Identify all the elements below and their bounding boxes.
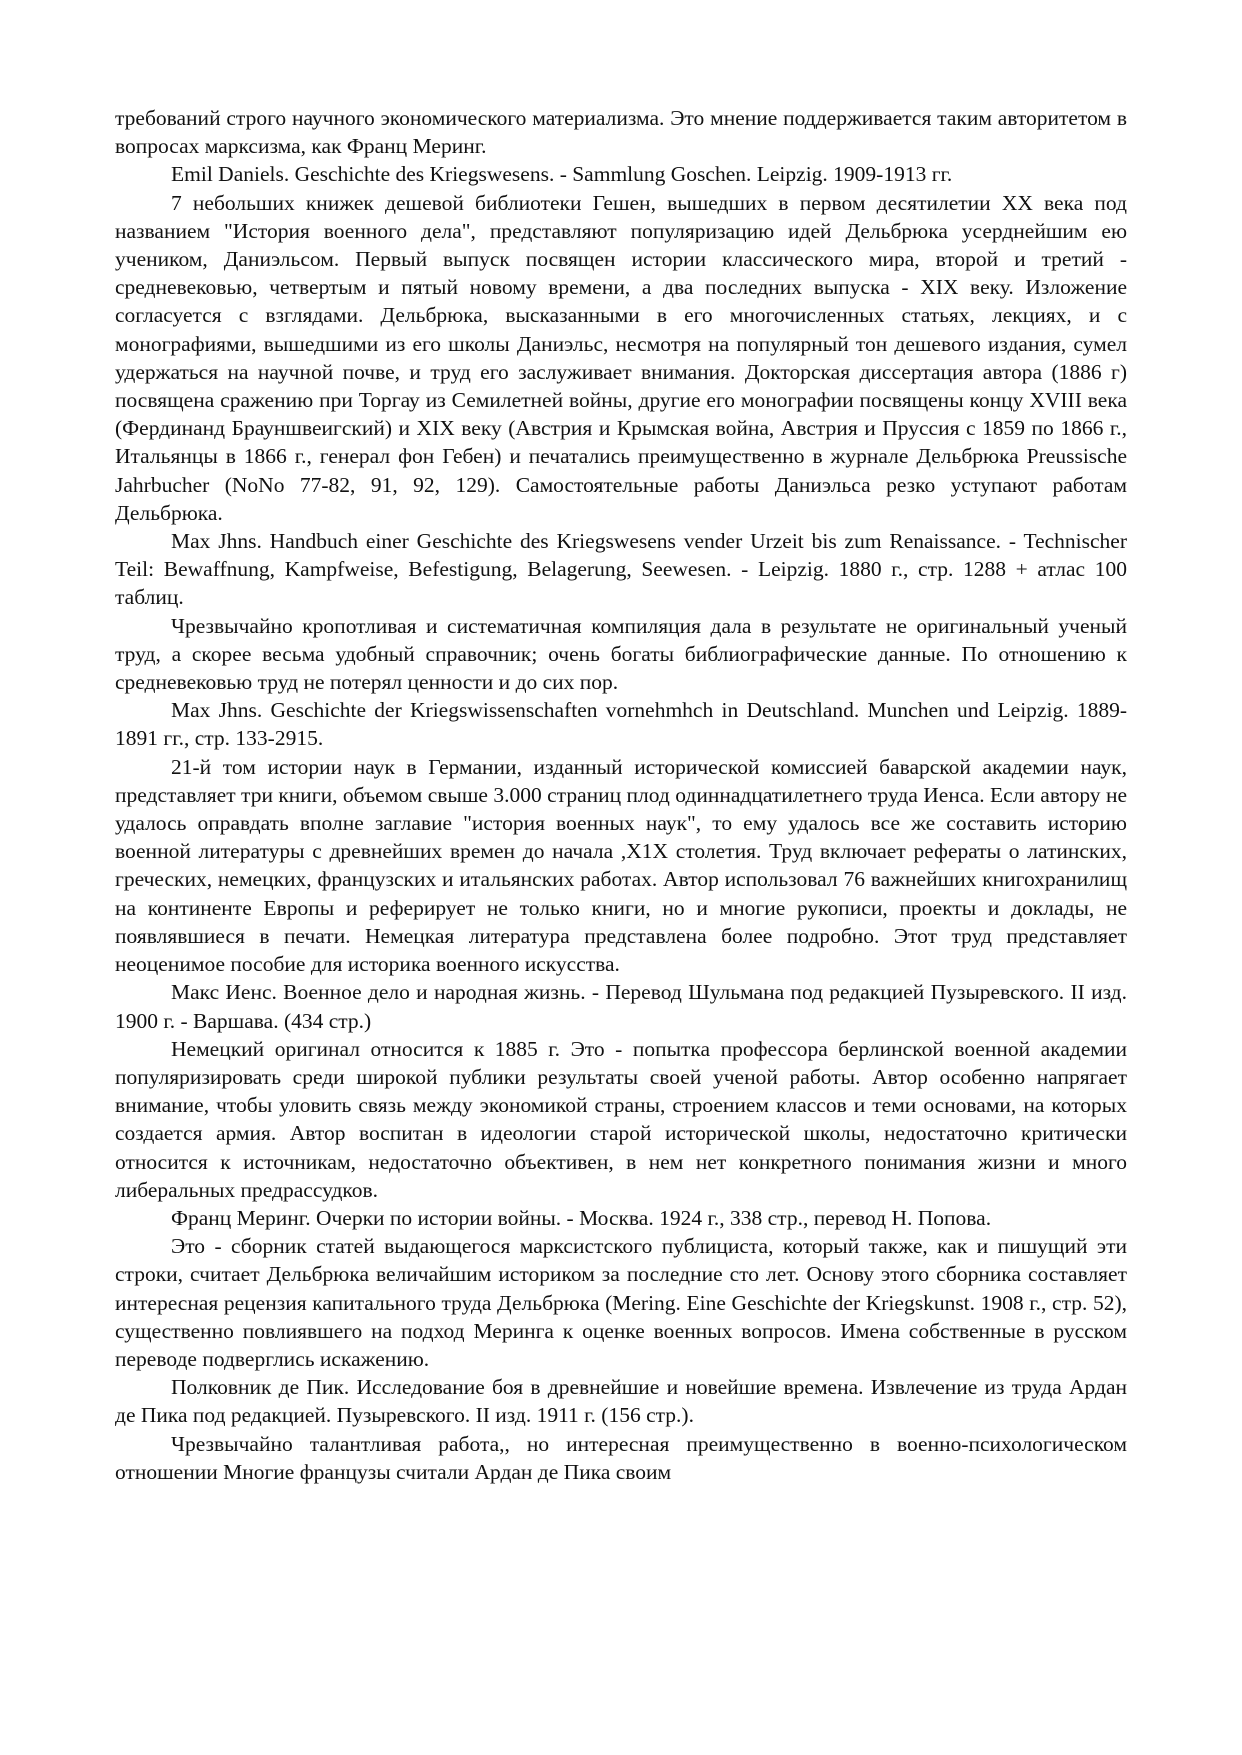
paragraph-10: Франц Меринг. Очерки по истории войны. - Москва. 1924 г., 338 стр., перевод Н. Попова.: [171, 1205, 992, 1230]
paragraph-6: Max Jhns. Geschichte der Kriegswissenschaften vornehmhch in Deutschland. Munchen und Leipzig. 1889-1891 гг., стр. 133-2915.: [115, 698, 1127, 751]
paragraph-11: Это - сборник статей выдающегося марксистского публициста, который также, как и пишущий эти строки, считает Дельбрюка величайшим историком за последние сто лет. Основу этого сборника составляет интересная рецензия капитального труда Дельбрюка (Mering. Eine Geschichte der Kriegskunst. 1908 г., стр. 52), существенно повлиявшего на подход Меринга к оценке военных вопросов. Имена собственные в русском переводе подверглись искажению.: [115, 1234, 1127, 1371]
paragraph-9: Немецкий оригинал относится к 1885 г. Это - попытка профессора берлинской военной академии популяризировать среди широкой публики результаты своей ученой работы. Автор особенно напрягает внимание, чтобы уловить связь между экономикой страны, строением классов и теми основами, на которых создается армия. Автор воспитан в идеологии старой исторической школы, недостаточно критически относится к источникам, недостаточно объективен, в нем нет конкретного понимания жизни и много либеральных предрассудков.: [115, 1036, 1127, 1202]
text-column: [115, 104, 1127, 1486]
paragraph-7: 21-й том истории наук в Германии, изданный исторической комиссией баварской академии наук, представляет три книги, объемом свыше 3.000 страниц плод одиннадцатилетнего труда Иенса. Если автору не удалось оправдать вполне заглавие "история военных наук", то ему удалось все же составить историю военной литературы с древнейших времен до начала ,Х1Х столетия. Труд включает рефераты о латинских, греческих, немецких, французских и итальянских работах. Автор использовал 76 важнейших книгохранилищ на континенте Европы и реферирует не только книги, но и многие рукописи, проекты и доклады, не появлявшиеся в печати. Немецкая литература представлена более подробно. Этот труд представляет неоценимое пособие для историка военного искусства.: [115, 754, 1127, 977]
paragraph-5: Чрезвычайно кропотливая и систематичная компиляция дала в результате не оригинальный ученый труд, а скорее весьма удобный справочник; очень богаты библиографические данные. По отношению к средневековью труд не потерял ценности и до сих пор.: [115, 613, 1127, 695]
paragraph-13: Чрезвычайно талантливая работа,, но интересная преимущественно в военно-психологическом отношении Многие французы считали Ардан де Пика своим: [115, 1431, 1127, 1484]
paragraph-12: Полковник де Пик. Исследование боя в древнейшие и новейшие времена. Извлечение из труда Ардан де Пика под редакцией. Пузыревского. II изд. 1911 г. (156 стр.).: [115, 1375, 1127, 1428]
paragraph-1: требований строго научного экономического материализма. Это мнение поддерживается таким авторитетом в вопросах марксизма, как Франц Меринг.: [115, 106, 1127, 159]
paragraph-2: Emil Daniels. Geschichte des Kriegswesens. - Sammlung Goschen. Leipzig. 1909-1913 гг.: [171, 162, 953, 187]
paragraph-4: Max Jhns. Handbuch einer Geschichte des Kriegswesens vender Urzeit bis zum Renaissance. - Technischer Teil: Bewaffnung, Kampfweise, Befestigung, Belagerung, Seewesen. - Leipzig. 1880 г., стр. 1288 + атлас 100 таблиц.: [115, 529, 1127, 610]
paragraph-8: Макс Иенс. Военное дело и народная жизнь. - Перевод Шульмана под редакцией Пузыревского. II изд. 1900 г. - Варшава. (434 стр.): [115, 980, 1127, 1033]
paragraph-3: 7 небольших книжек дешевой библиотеки Гешен, вышедших в первом десятилетии XX века под названием "История военного дела", представляют популяризацию идей Дельбрюка усерднейшим ею учеником, Даниэльсом. Первый выпуск посвящен истории классического мира, второй и третий - средневековью, четвертым и пятый новому времени, а два последних выпуска - XIX веку. Изложение согласуется с взглядами. Дельбрюка, высказанными в его многочисленных статьях, лекциях, и с монографиями, вышедшими из его школы Даниэльс, несмотря на популярный тон дешевого издания, сумел удержаться на научной почве, и труд его заслуживает внимания. Докторская диссертация автора (1886 г) посвящена сражению при Торгау из Семилетней войны, другие его монографии посвящены концу XVIII века (Фердинанд Брауншвеигский) и XIX веку (Австрия и Крымская война, Австрия и Пруссия с 1859 по 1866 г., Итальянцы в 1866 г., генерал фон Гебен) и печатались преимущественно в журнале Дельбрюка Preussische Jahrbucher (NoNo 77-82, 91, 92, 129). Самостоятельные работы Даниэльса резко уступают работам Дельбрюка.: [115, 190, 1127, 525]
